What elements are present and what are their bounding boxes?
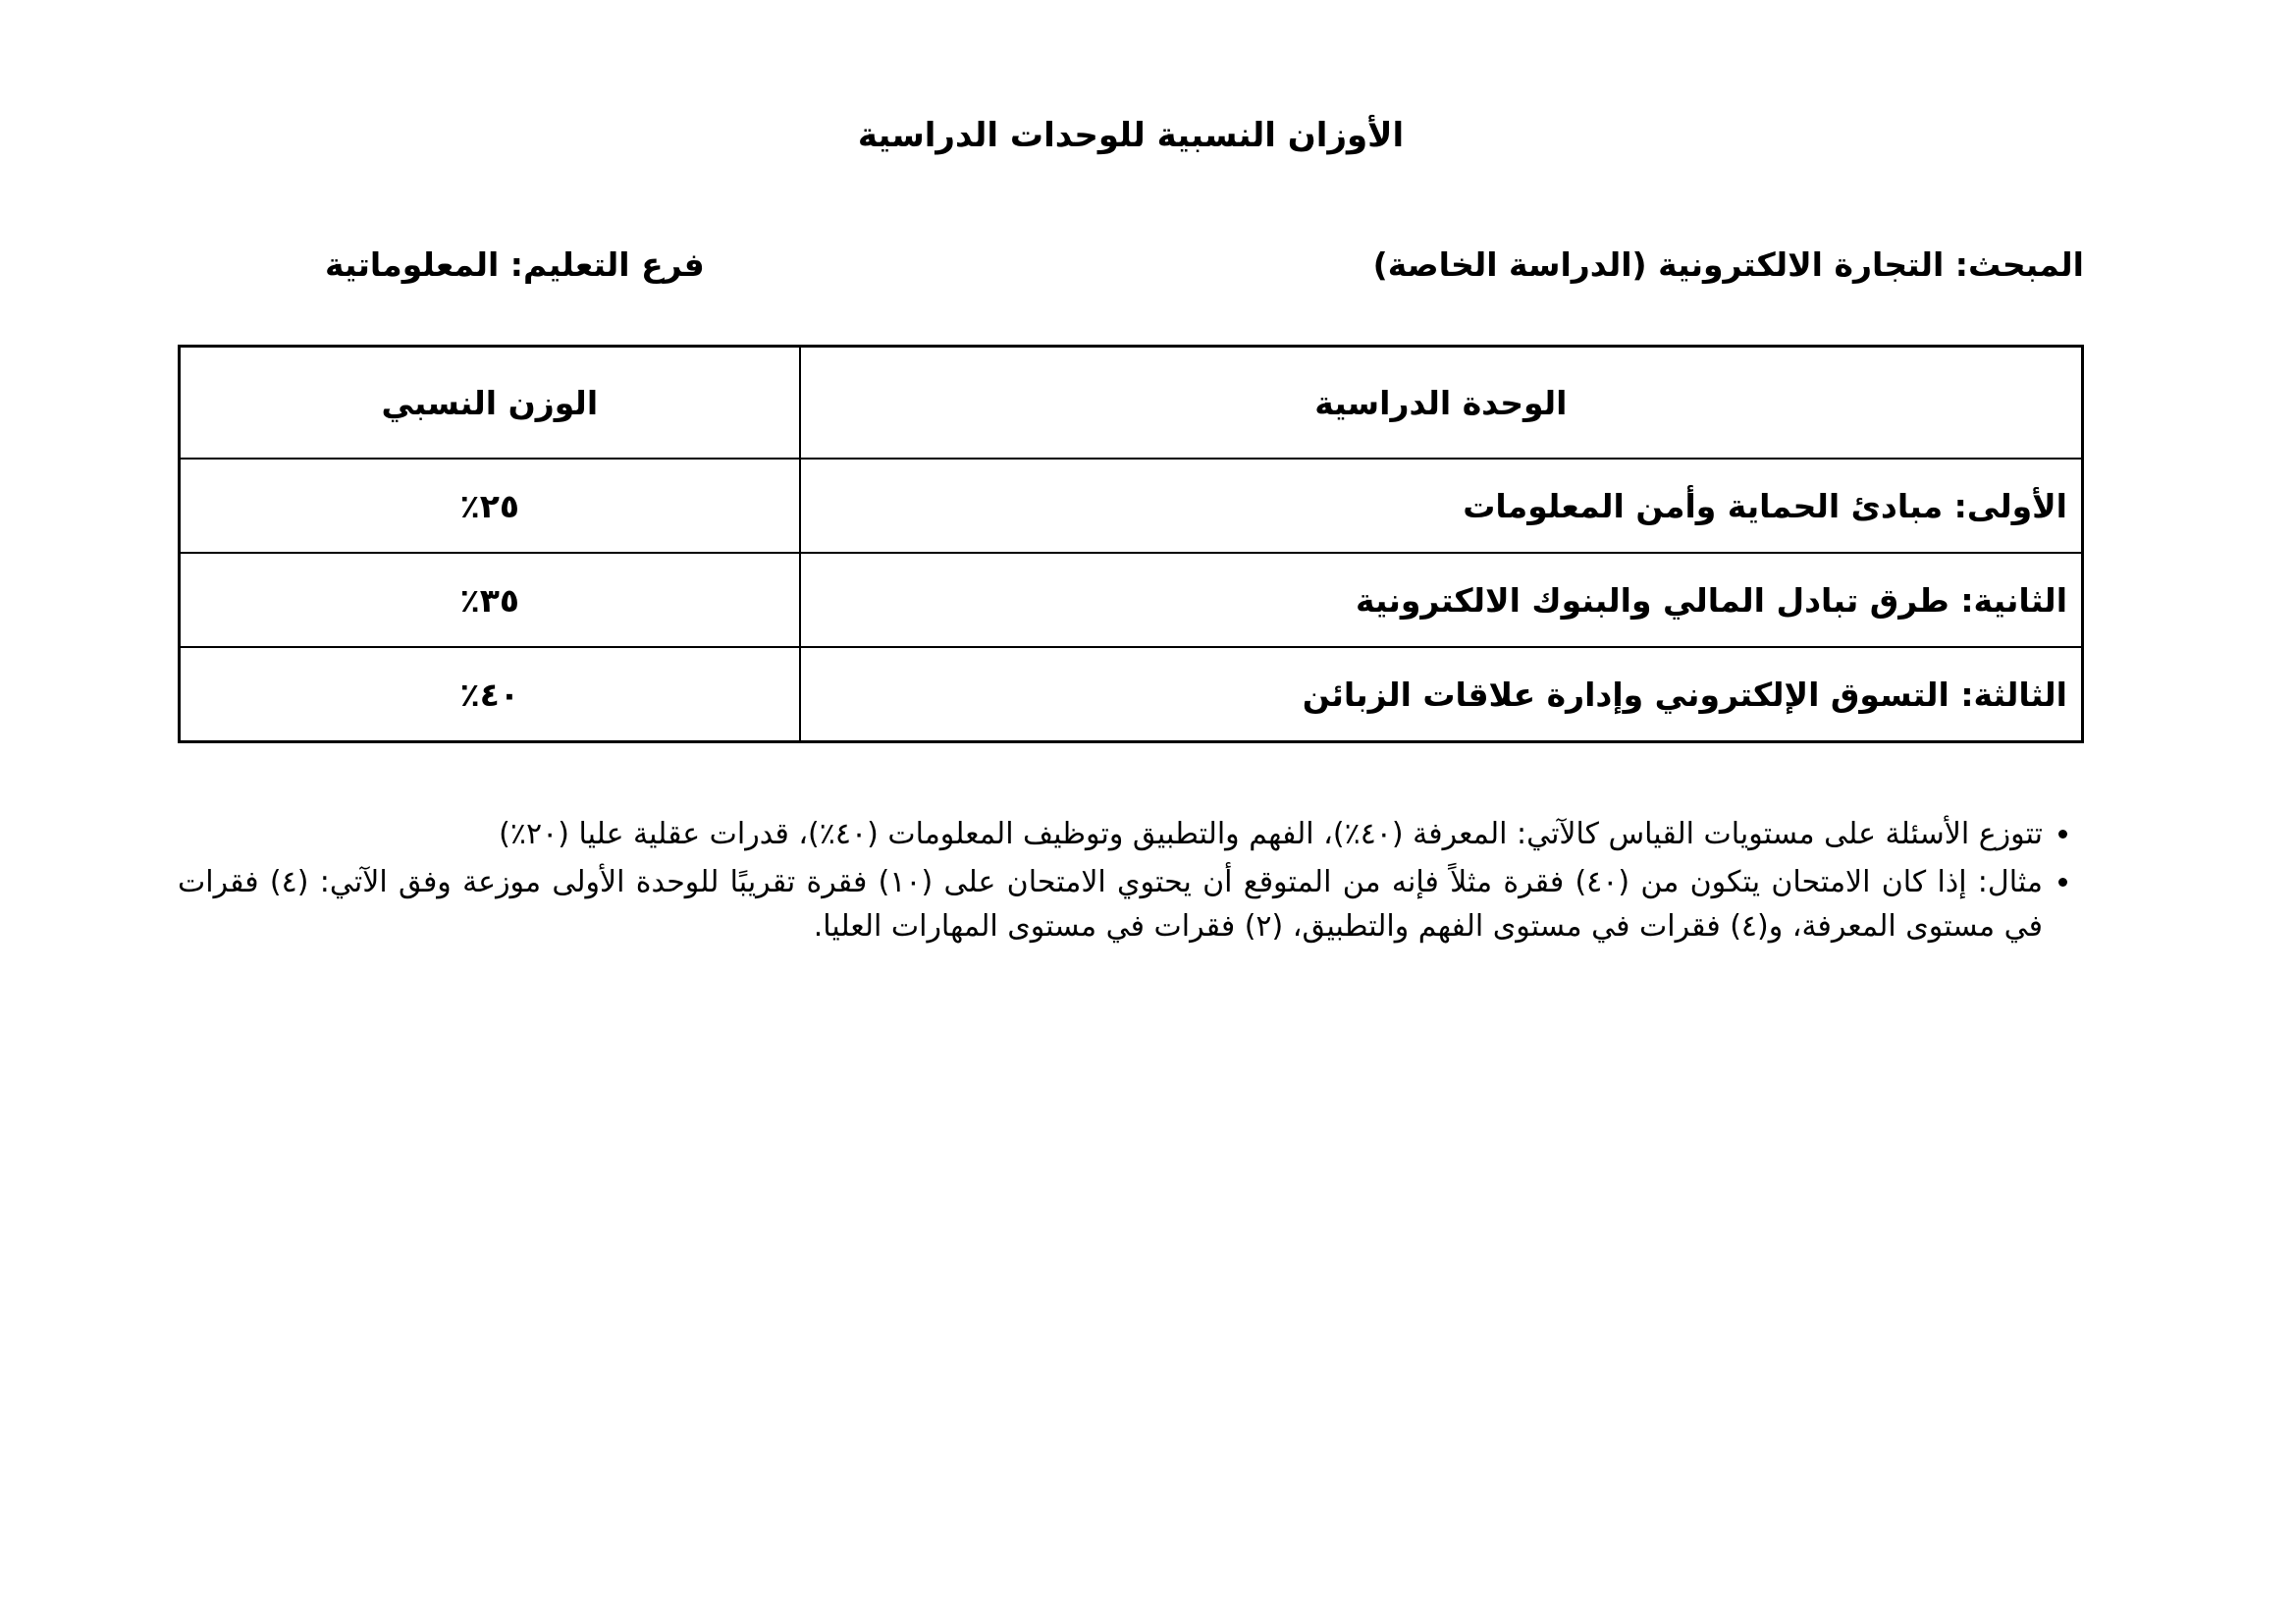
weights-table-body xyxy=(180,459,2083,742)
weight-cell: ٣٥٪ xyxy=(180,553,800,647)
table-row xyxy=(180,459,2083,553)
weights-table-header xyxy=(180,347,2083,460)
unit-cell: الثالثة: التسوق الإلكتروني وإدارة علاقات الزبائن xyxy=(800,647,2083,742)
header-row xyxy=(180,347,2083,460)
note-item: • تتوزع الأسئلة على مستويات القياس كالآتي: المعرفة (٤٠٪)، الفهم والتطبيق وتوظيف المعلومات (٤٠٪)، قدرات عقلية عليا (٢٠٪) xyxy=(178,812,2043,856)
col-header-unit: الوحدة الدراسية xyxy=(800,347,2083,460)
weight-cell: ٢٥٪ xyxy=(180,459,800,553)
weights-table xyxy=(178,345,2084,743)
table-row xyxy=(180,647,2083,742)
notes-list xyxy=(178,812,2084,948)
unit-cell: الأولى: مبادئ الحماية وأمن المعلومات xyxy=(800,459,2083,553)
page-title: الأوزان النسبية للوحدات الدراسية xyxy=(857,116,1405,155)
meta-row xyxy=(178,245,2084,284)
unit-cell: الثانية: طرق تبادل المالي والبنوك الالكترونية xyxy=(800,553,2083,647)
col-header-weight: الوزن النسبي xyxy=(180,347,800,460)
branch-label: فرع التعليم: المعلوماتية xyxy=(325,245,705,284)
note-item: • مثال: إذا كان الامتحان يتكون من (٤٠) فقرة مثلاً فإنه من المتوقع أن يحتوي الامتحان على (١٠) فقرة تقريبًا للوحدة الأولى موزعة وفق الآتي: (٤) فقرات في مستوى المعرفة، و(٤) فقرات في مستوى الفهم والتطبيق، (٢) فقرات في مستوى المهارات العليا. xyxy=(178,860,2043,948)
weight-cell: ٤٠٪ xyxy=(180,647,800,742)
table-row xyxy=(180,553,2083,647)
document-content xyxy=(178,116,2084,948)
subject-label: المبحث: التجارة الالكترونية (الدراسة الخاصة) xyxy=(1372,245,2084,284)
